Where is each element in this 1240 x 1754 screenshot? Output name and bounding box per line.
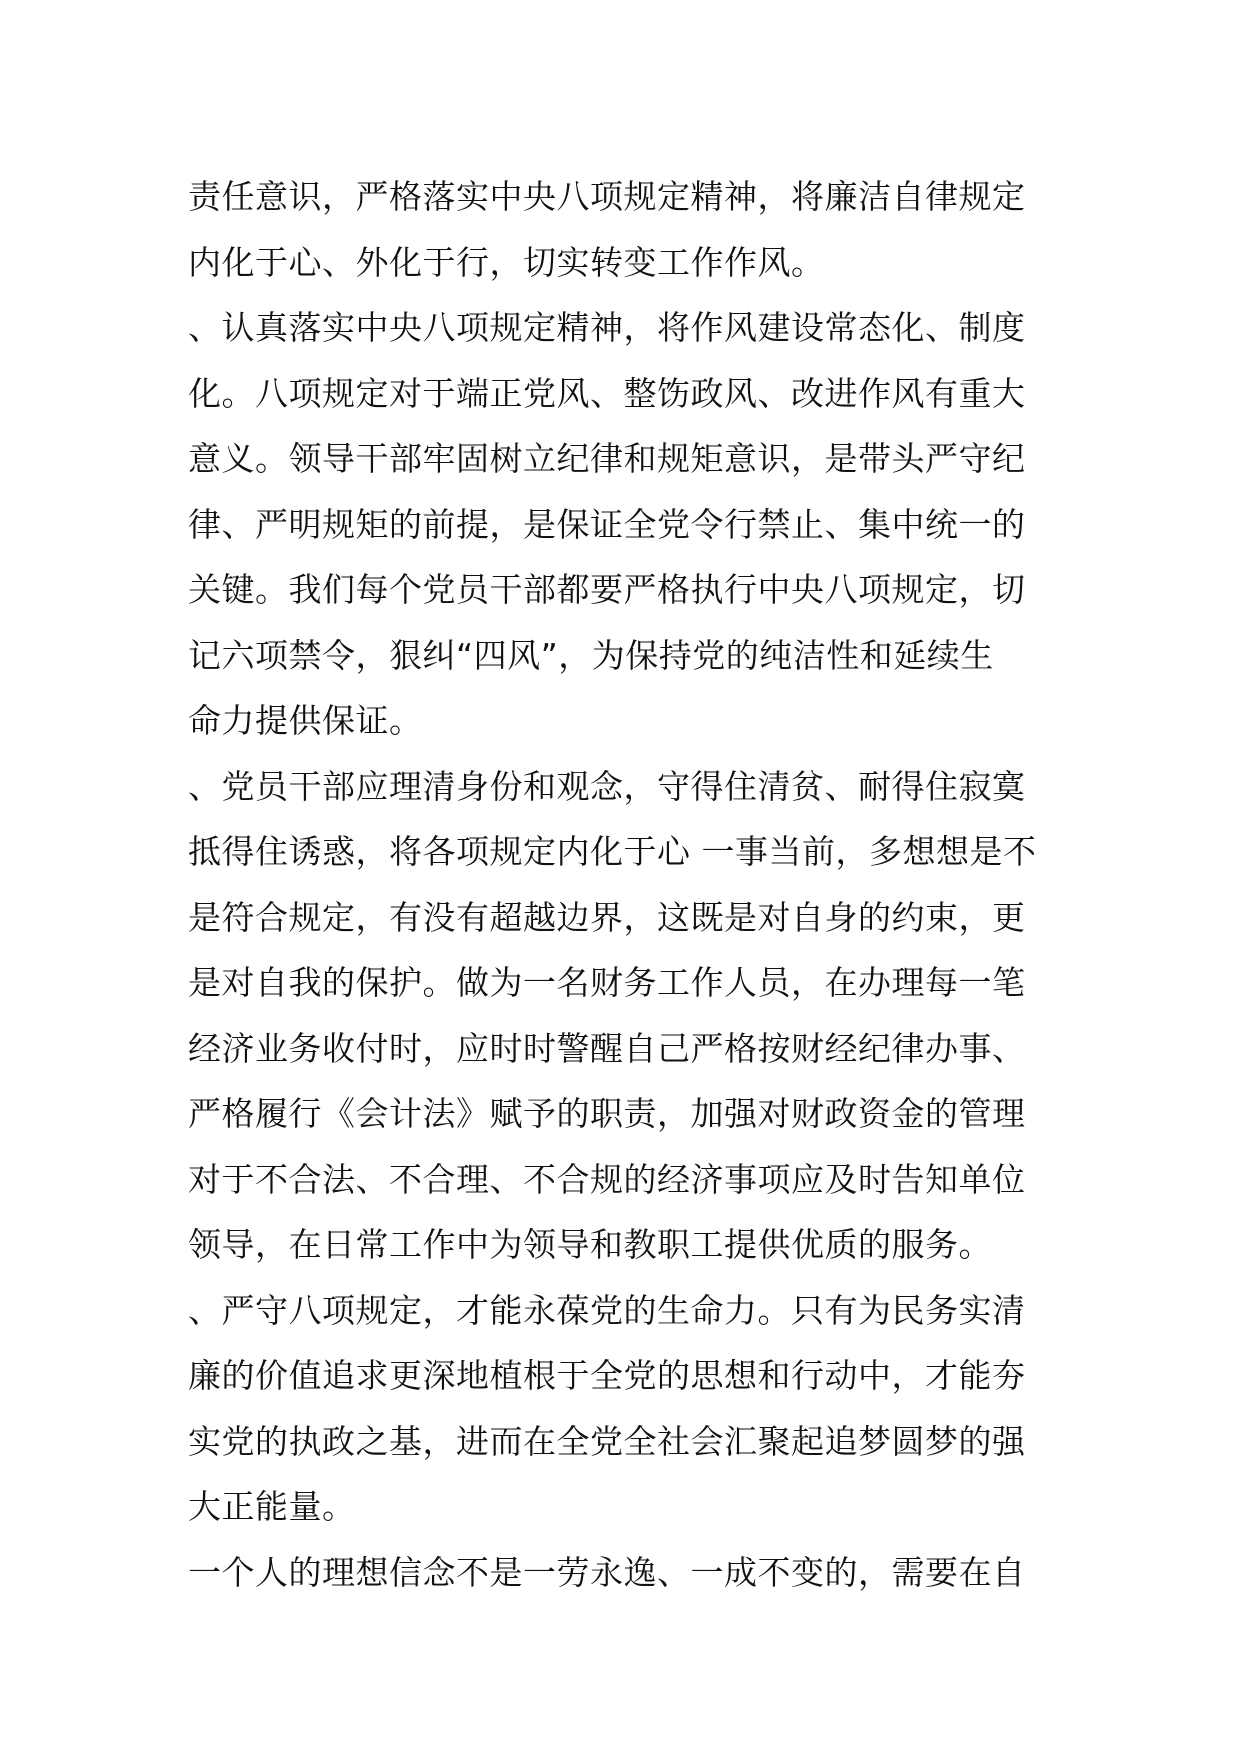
document-body bbox=[188, 164, 1068, 1605]
text-line: 实党的执政之基，进而在全党全社会汇聚起追梦圆梦的强 bbox=[188, 1421, 1026, 1461]
text-line: 命力提供保证。 bbox=[188, 701, 423, 740]
text-line: 责任意识，严格落实中央八项规定精神，将廉洁自律规定 bbox=[188, 177, 1026, 216]
text-line: 关键。我们每个党员干部都要严格执行中央八项规定，切 bbox=[188, 570, 1026, 609]
text-line: 、严守八项规定，才能永葆党的生命力。只有为民务实清 bbox=[188, 1290, 1026, 1330]
text-line: 经济业务收付时，应时时警醒自己严格按财经纪律办事、 bbox=[188, 1028, 1026, 1068]
text-line: 是对自我的保护。做为一名财务工作人员，在办理每一笔 bbox=[188, 963, 1026, 1002]
text-line: 、党员干部应理清身份和观念，守得住清贫、耐得住寂寞 bbox=[188, 766, 1026, 806]
text-line: 是符合规定，有没有超越边界，这既是对自身的约束，更 bbox=[188, 897, 1026, 937]
text-line: 抵得住诱惑，将各项规定内化于心 一事当前，多想想是不 bbox=[188, 832, 1037, 871]
text-line: 廉的价值追求更深地植根于全党的思想和行动中，才能夯 bbox=[188, 1356, 1026, 1395]
text-line: 对于不合法、不合理、不合规的经济事项应及时告知单位 bbox=[188, 1159, 1026, 1199]
text-line: 意义。领导干部牢固树立纪律和规矩意识，是带头严守纪 bbox=[188, 439, 1026, 478]
text-line: 化。八项规定对于端正党风、整饬政风、改进作风有重大 bbox=[188, 373, 1026, 413]
text-line: 记六项禁令，狠纠“四风”，为保持党的纯洁性和延续生 bbox=[188, 635, 994, 675]
text-line: 一个人的理想信念不是一劳永逸、一成不变的，需要在自 bbox=[188, 1552, 1026, 1592]
text-line: 大正能量。 bbox=[188, 1487, 356, 1526]
text-line: 律、严明规矩的前提，是保证全党令行禁止、集中统一的 bbox=[188, 504, 1026, 544]
text-line: 领导，在日常工作中为领导和教职工提供优质的服务。 bbox=[188, 1225, 992, 1264]
text-line: 严格履行《会计法》赋予的职责，加强对财政资金的管理 bbox=[188, 1094, 1026, 1133]
text-line: 内化于心、外化于行，切实转变工作作风。 bbox=[188, 242, 825, 282]
text-line: 、认真落实中央八项规定精神，将作风建设常态化、制度 bbox=[188, 308, 1026, 347]
